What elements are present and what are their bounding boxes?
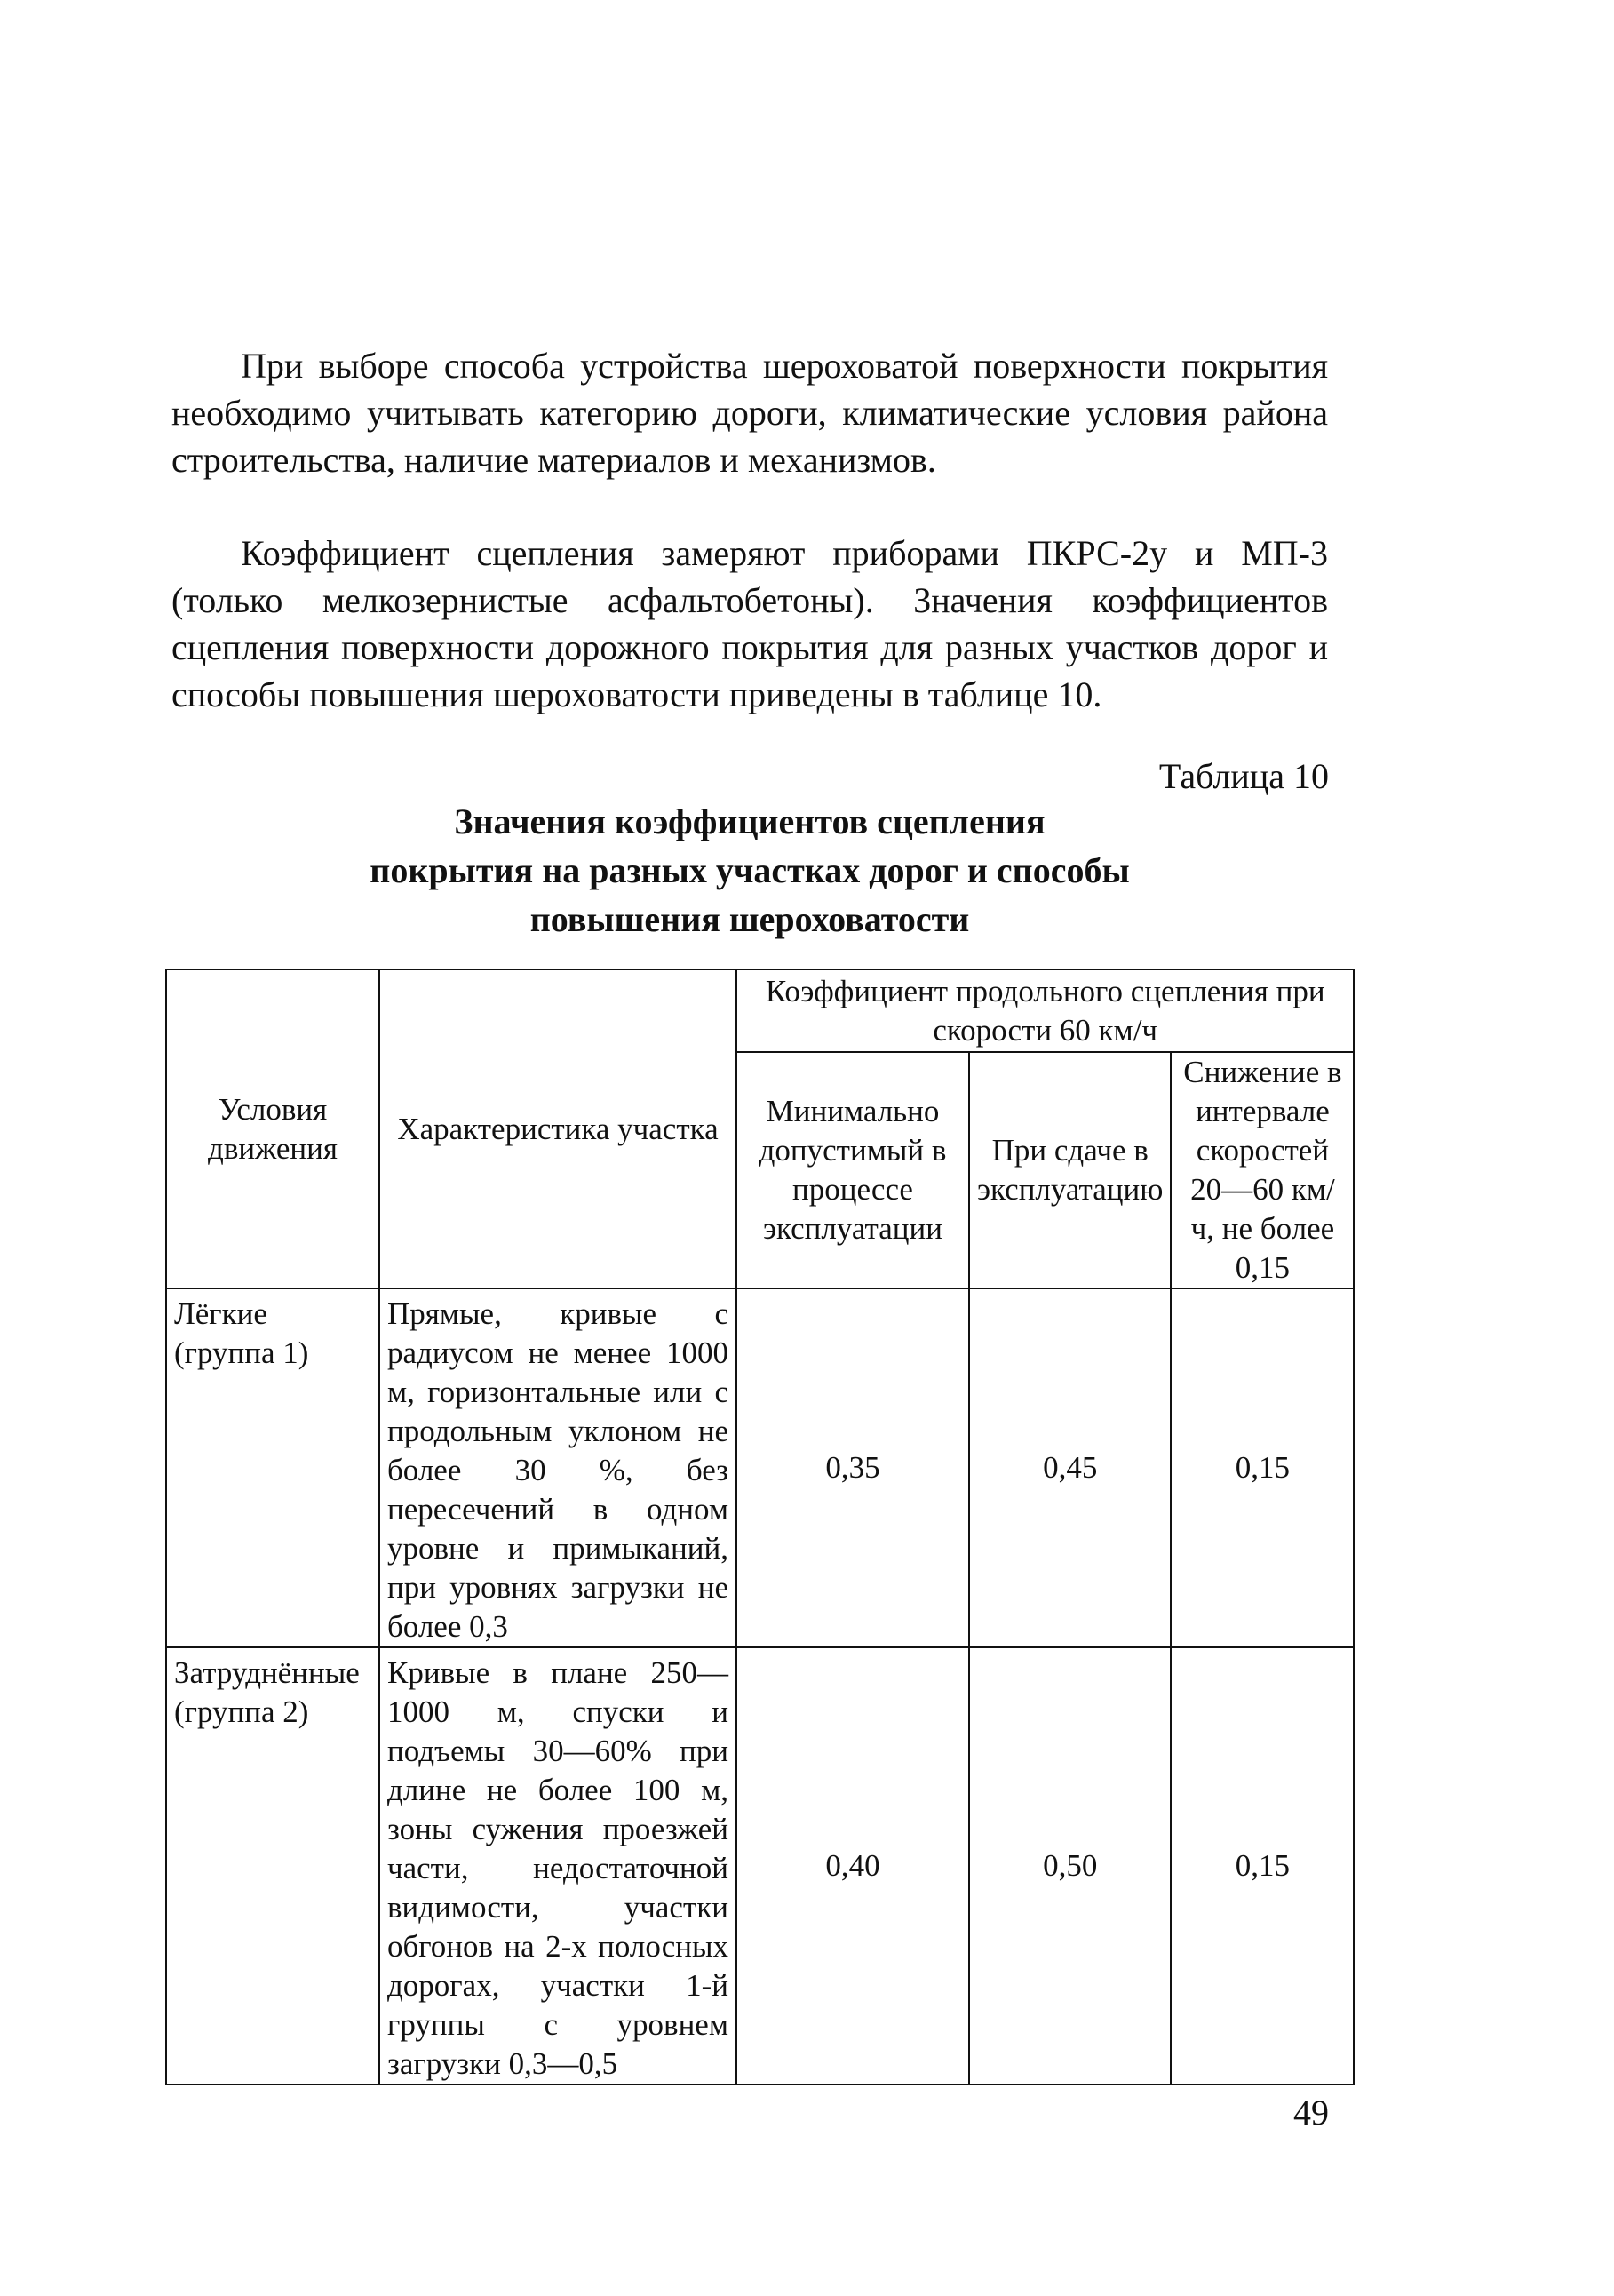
table-title-line: Значения коэффициентов сцепления [454, 801, 1046, 841]
table-title [171, 797, 1328, 944]
page-number: 49 [1293, 2093, 1329, 2133]
row-reduction: 0,15 [1171, 1288, 1354, 1647]
table-title-line: покрытия на разных участках дорог и способы [370, 850, 1130, 890]
header-reduction: Снижение в интервале скоростей 20—60 км/ч, не более 0,15 [1171, 1052, 1354, 1288]
row-on-delivery: 0,45 [969, 1288, 1171, 1647]
intro-paragraph: При выборе способа устройства шероховатой поверхности покрытия необходимо учитывать категорию дороги, климатические условия района строительства, наличие материалов и механизмов. [171, 346, 1328, 480]
header-min-allowed: Минимально допустимый в процессе эксплуатации [736, 1052, 969, 1288]
row-characteristic: Прямые, кривые с радиусом не менее 1000 м, горизонтальные или с продольным уклоном не более 30 %, без пересечений в одном уровне и примыканий, при уровнях загрузки не более 0,3 [379, 1288, 736, 1647]
header-conditions: Условия движения [166, 969, 379, 1288]
header-coefficient-group: Коэффициент продольного сцепления при скорости 60 км/ч [736, 969, 1354, 1052]
row-conditions: Затруднённые (группа 2) [166, 1647, 379, 2085]
table-label: Таблица 10 [1158, 756, 1329, 796]
row-characteristic: Кривые в плане 250—1000 м, спуски и подъемы 30—60% при длине не более 100 м, зоны сужения проезжей части, недостаточной видимости, участки обгонов на 2-х полосных дорогах, участки 1-й группы с уровнем загрузки 0,3—0,5 [379, 1647, 736, 2085]
row-reduction: 0,15 [1171, 1647, 1354, 2085]
row-min-allowed: 0,35 [736, 1288, 969, 1647]
coefficient-table [165, 969, 1355, 2085]
coefficient-paragraph: Коэффициент сцепления замеряют приборами ПКРС-2у и МП-3 (только мелкозернистые асфальтобетоны). Значения коэффициентов сцепления поверхности дорожного покрытия для разных участков дорог и способы повышения шероховатости приведены в таблице 10. [171, 533, 1328, 714]
row-on-delivery: 0,50 [969, 1647, 1171, 2085]
table-row [166, 1288, 1354, 1647]
table-title-line: повышения шероховатости [529, 899, 970, 939]
row-min-allowed: 0,40 [736, 1647, 969, 2085]
table-row [166, 1647, 1354, 2085]
row-conditions: Лёгкие (группа 1) [166, 1288, 379, 1647]
header-on-delivery: При сдаче в эксплуатацию [969, 1052, 1171, 1288]
header-characteristic: Характеристика участка [379, 969, 736, 1288]
